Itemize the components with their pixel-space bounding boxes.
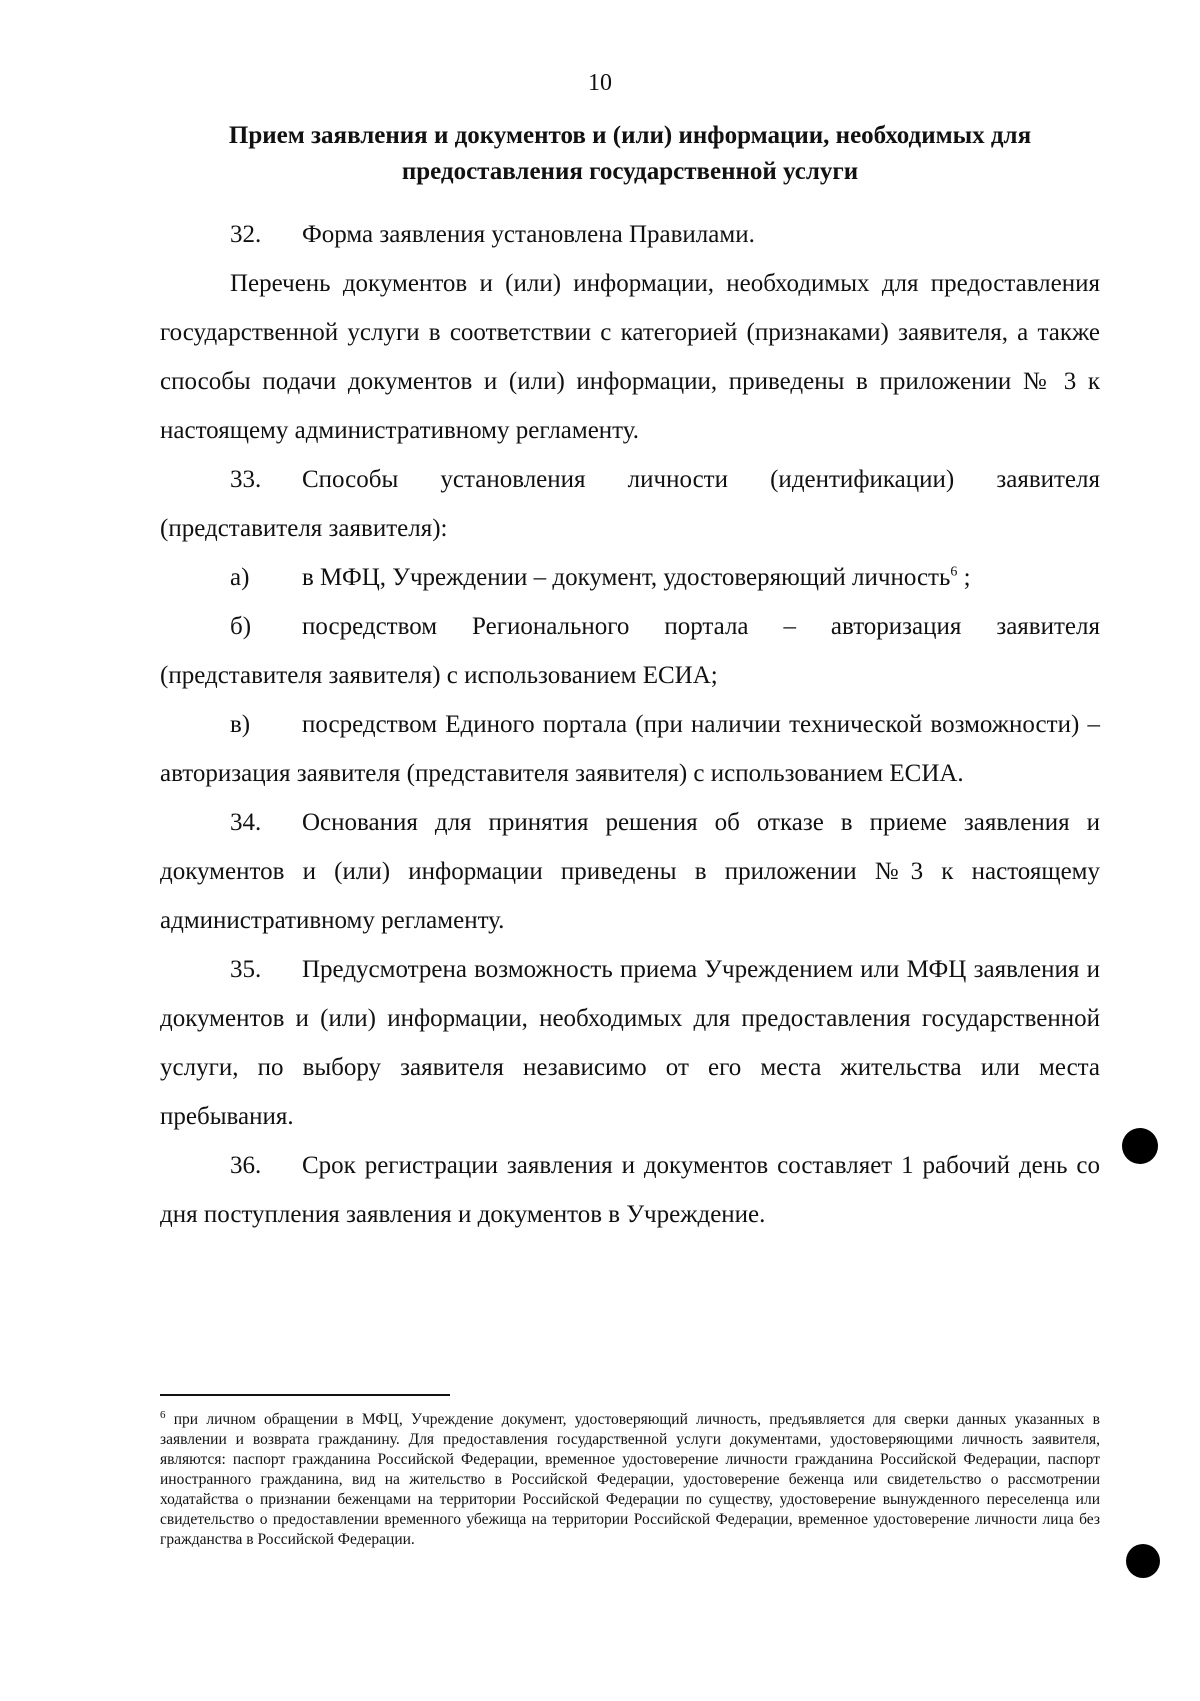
footnote-reference: 6 xyxy=(950,564,958,580)
footnote-text: при личном обращении в МФЦ, Учреждение документ, удостоверяющий личность, предъявляется для сверки данных указанных в заявлении и возврата гражданину. Для предоставления государственной услуги документами, удостоверяющими личность заявителя, являются: паспорт гражданина Российской Федерации, временное удостоверение личности гражданина Российской Федерации, паспорт иностранного гражданина, вид на жительство в Российской Федерации, удостоверение беженца или свидетельство о рассмотрении ходатайства о признании беженцами на территории Российской Федерации по существу, удостоверение вынужденного переселенца или свидетельство о предоставлении временного убежища на территории Российской Федерации, временное удостоверение личности лица без гражданства в Российской Федерации. xyxy=(160,1411,1100,1548)
paragraph-34 xyxy=(160,798,1100,945)
paragraph-text: посредством Регионального портала – авторизация заявителя (представителя заявителя) с использованием ЕСИА; xyxy=(160,613,1100,689)
paragraph-text: посредством Единого портала (при наличии технической возможности) – авторизация заявителя (представителя заявителя) с использованием ЕСИА. xyxy=(160,711,1100,787)
paragraph-33-a xyxy=(160,553,1100,602)
paragraph-32 xyxy=(160,210,1100,259)
paragraph-32-list xyxy=(160,259,1100,455)
paragraph-text: Основания для принятия решения об отказе в приеме заявления и документов и (или) информации приведены в приложении №3 к настоящему административному регламенту. xyxy=(160,809,1100,934)
document-body xyxy=(160,210,1100,1239)
paragraph-number: б) xyxy=(230,613,252,640)
page-number: 10 xyxy=(588,70,612,96)
scan-punch-hole xyxy=(1126,1544,1160,1578)
paragraph-text: Предусмотрена возможность приема Учреждением или МФЦ заявления и документов и (или) информации, необходимых для предоставления государственной услуги, по выбору заявителя независимо от его места жительства или места пребывания. xyxy=(160,956,1100,1130)
paragraph-number: 33. xyxy=(230,466,262,493)
paragraph-number: 34. xyxy=(230,809,262,836)
paragraph-36 xyxy=(160,1141,1100,1239)
paragraph-number: в) xyxy=(230,711,251,738)
footnote-mark: 6 xyxy=(160,1408,166,1421)
paragraph-number: 35. xyxy=(230,956,262,983)
paragraph-tail: ; xyxy=(957,564,971,591)
paragraph-33-c xyxy=(160,700,1100,798)
paragraph-text: Форма заявления установлена Правилами. xyxy=(302,221,755,248)
paragraph-text: Способы установления личности (идентификации) заявителя (представителя заявителя): xyxy=(160,466,1100,542)
paragraph-33 xyxy=(160,455,1100,553)
paragraph-number: а) xyxy=(230,564,250,591)
paragraph-text: Срок регистрации заявления и документов составляет 1 рабочий день со дня поступления заявления и документов в Учреждение. xyxy=(160,1152,1100,1228)
paragraph-number: 32. xyxy=(230,221,262,248)
footnote-separator xyxy=(160,1394,450,1396)
paragraph-33-b xyxy=(160,602,1100,700)
paragraph-text: Перечень документов и (или) информации, необходимых для предоставления государственной услуги в соответствии с категорией (признаками) заявителя, а также способы подачи документов и (или) информации, приведены в приложении № 3 к настоящему административному регламенту. xyxy=(160,270,1100,444)
footnote xyxy=(160,1410,1100,1550)
paragraph-number: 36. xyxy=(230,1152,262,1179)
section-title: Прием заявления и документов и (или) информации, необходимых для предоставления государственной услуги xyxy=(228,122,1032,185)
paragraph-35 xyxy=(160,945,1100,1141)
paragraph-text: в МФЦ, Учреждении – документ, удостоверяющий личность xyxy=(302,564,951,591)
scan-punch-hole xyxy=(1122,1128,1158,1164)
